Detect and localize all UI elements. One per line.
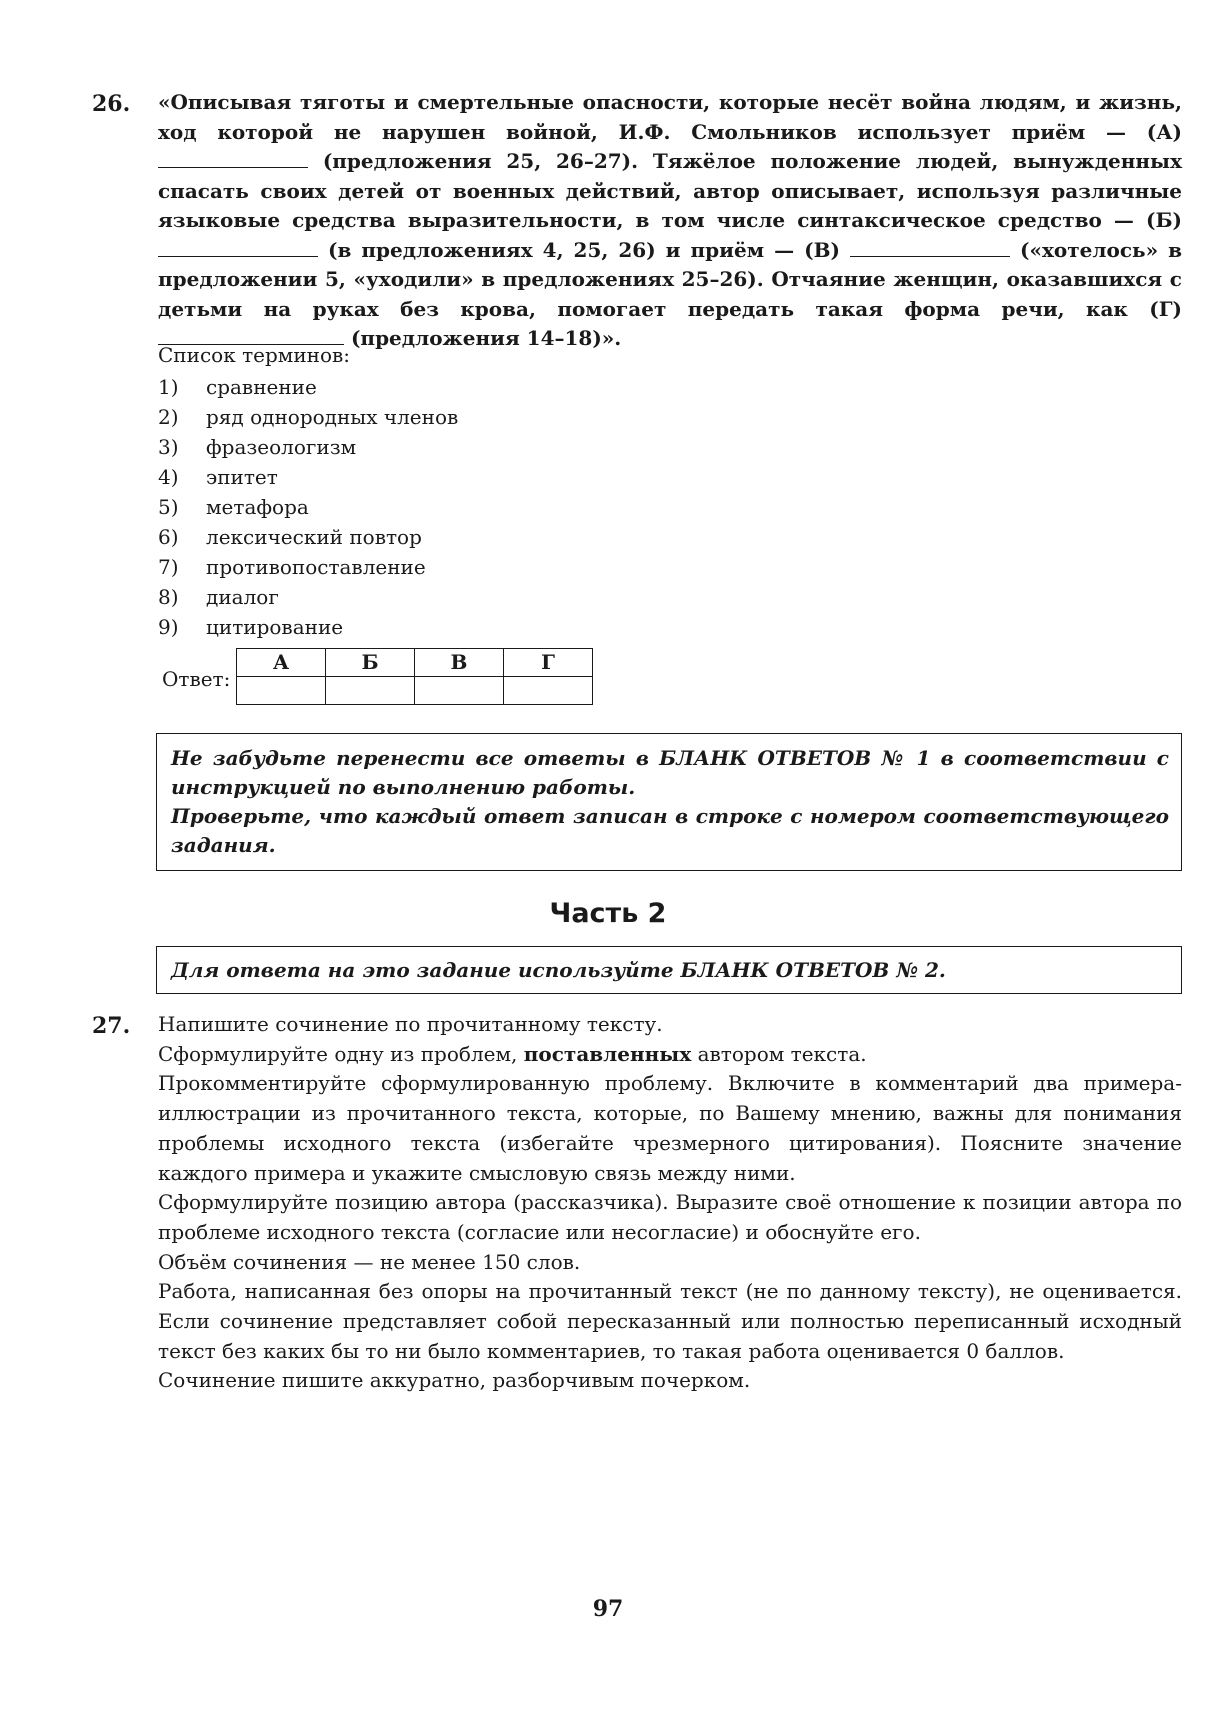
terms-list — [158, 372, 458, 642]
answer-column-a: А — [237, 649, 326, 677]
term-item: 9) цитирование — [158, 615, 344, 639]
part-2-notice — [156, 946, 1182, 994]
term-item: 7) противопоставление — [158, 555, 426, 579]
task-26-text-part-4: («хотелось» в предложении 5, «уходили» в предложениях 25–26). Отчаяние женщин, оказавшихся с детьми на руках без крова, помогает передать такая форма речи, как (Г) — [158, 237, 1183, 321]
term-item: 4) эпитет — [158, 465, 278, 489]
term-item: 3) фразеологизм — [158, 435, 357, 459]
task-27-line-7: Сочинение пишите аккуратно, разборчивым почерком. — [158, 1368, 751, 1393]
page-number: 97 — [592, 1596, 624, 1622]
task-26-text-part-1: «Описывая тяготы и смертельные опасности, которые несёт война людям, и жизнь, ход которой не нарушен войной, И.Ф. Смольников использует приём — (А) — [158, 90, 1182, 144]
transfer-answers-notice — [156, 733, 1182, 871]
term-item: 5) метафора — [158, 495, 309, 519]
task-27-line-2: Сформулируйте одну из проблем, поставленных автором текста. — [158, 1041, 867, 1066]
answer-blank-a — [158, 149, 308, 168]
task-27-line-3: Прокомментируйте сформулированную проблему. Включите в комментарий два примера-иллюстрации из прочитанного текста, которые, по Вашему мнению, важны для понимания проблемы исходного текста (избегайте чрезмерного цитирования). Поясните значение каждого примера и укажите смысловую связь между ними. — [158, 1071, 1182, 1185]
part-2-title: Часть 2 — [549, 898, 667, 929]
answer-blank-v — [850, 238, 1010, 257]
notice-line-1: Не забудьте перенести все ответы в БЛАНК ОТВЕТОВ № 1 в соответствии с инструкцией по выполнению работы. — [171, 746, 1169, 799]
answer-cell-b[interactable] — [326, 677, 415, 705]
answer-cell-g[interactable] — [504, 677, 593, 705]
terms-heading: Список терминов: — [158, 343, 351, 367]
answer-label: Ответ: — [162, 667, 231, 691]
task-26-text-part-5: (предложения 14–18)». — [350, 326, 622, 350]
answer-column-v: В — [415, 649, 504, 677]
task-27-number: 27. — [92, 1013, 131, 1039]
term-item: 8) диалог — [158, 585, 279, 609]
part-2-notice-text: Для ответа на это задание используйте БЛАНК ОТВЕТОВ № 2. — [171, 958, 946, 982]
answer-blank-b — [158, 238, 318, 257]
task-27-line-4: Сформулируйте позицию автора (рассказчика). Выразите своё отношение к позиции автора по проблеме исходного текста (согласие или несогласие) и обоснуйте его. — [158, 1190, 1182, 1244]
task-26-text — [158, 88, 1182, 354]
task-26-text-part-2: (предложения 25, 26–27). Тяжёлое положение людей, вынужденных спасать своих детей от военных действий, автор описывает, используя различные языковые средства выразительности, в том числе синтаксическое средство — (Б) — [158, 149, 1182, 232]
task-27-line-1: Напишите сочинение по прочитанному тексту. — [158, 1012, 663, 1036]
answer-column-g: Г — [504, 649, 593, 677]
task-27-text — [158, 1010, 1182, 1396]
term-item: 6) лексический повтор — [158, 525, 422, 549]
answer-cell-v[interactable] — [415, 677, 504, 705]
task-26-number: 26. — [92, 91, 131, 117]
answer-table — [236, 648, 593, 705]
task-26-text-part-3: (в предложениях 4, 25, 26) и приём — (В) — [328, 237, 840, 262]
task-27-line-6: Работа, написанная без опоры на прочитанный текст (не по данному тексту), не оценивается. Если сочинение представляет собой пересказанный или полностью переписанный исходный текст без каких бы то ни было комментариев, то такая работа оценивается 0 баллов. — [158, 1279, 1182, 1363]
notice-line-2: Проверьте, что каждый ответ записан в строке с номером соответствующего задания. — [171, 804, 1169, 857]
answer-cell-a[interactable] — [237, 677, 326, 705]
answer-column-b: Б — [326, 649, 415, 677]
term-item: 1) сравнение — [158, 375, 317, 399]
task-27-line-5: Объём сочинения — не менее 150 слов. — [158, 1249, 581, 1274]
term-item: 2) ряд однородных членов — [158, 405, 459, 429]
